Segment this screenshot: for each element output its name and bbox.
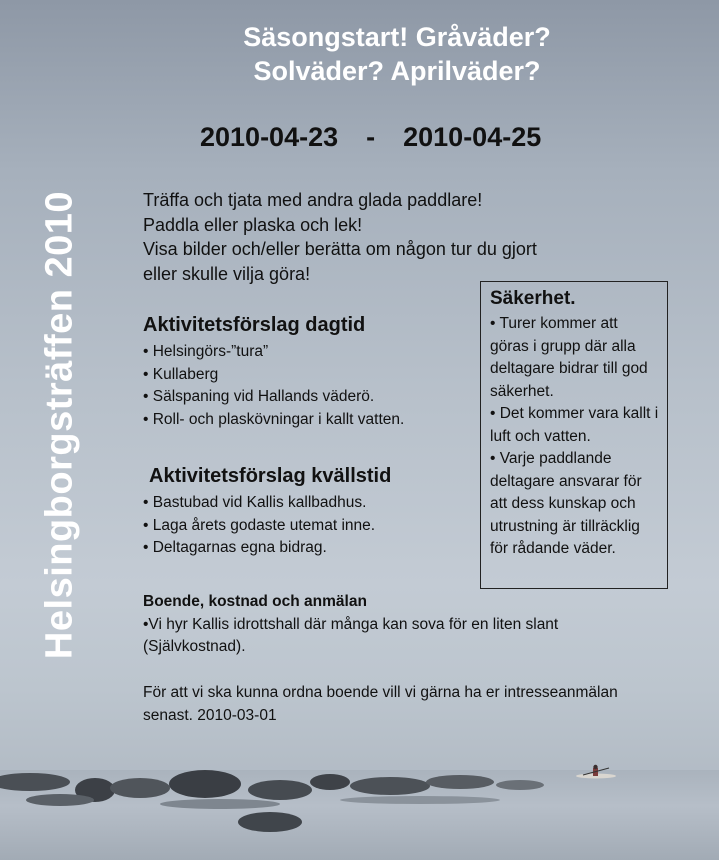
side-title: Helsingborgsträffen 2010	[38, 190, 81, 660]
list-item: • Deltagarnas egna bidrag.	[143, 537, 391, 560]
safety-list	[490, 313, 659, 561]
list-item: • Bastubad vid Kallis kallbadhus.	[143, 492, 391, 515]
day-activities-heading: Aktivitetsförslag dagtid	[143, 314, 366, 336]
headline	[150, 20, 644, 88]
day-activities-list	[143, 341, 404, 431]
date-separator: -	[366, 122, 376, 152]
safety-box	[480, 281, 668, 589]
intro-line: Paddla eller plaska och lek!	[143, 214, 363, 235]
intro-line: eller skulle vilja göra!	[143, 263, 311, 284]
headline-line-2: Solväder? Aprilväder?	[253, 56, 541, 86]
registration-notice: För att vi ska kunna ordna boende vill vi gärna ha er intresseanmälan senast. 2010-03-01	[143, 684, 618, 724]
list-item: • Det kommer vara kallt i luft och vatten.	[490, 403, 659, 448]
list-item: • Sälspaning vid Hallands väderö.	[143, 386, 404, 409]
date-range	[200, 122, 541, 153]
end-date: 2010-04-25	[403, 122, 542, 152]
list-item: • Helsingörs-”tura”	[143, 341, 404, 364]
kayak-icon	[573, 764, 619, 780]
list-item: • Laga årets godaste utemat inne.	[143, 515, 391, 538]
safety-heading: Säkerhet.	[490, 288, 576, 309]
housing-section	[143, 591, 663, 659]
evening-activities-heading: Aktivitetsförslag kvällstid	[149, 465, 392, 487]
intro-text	[143, 188, 537, 286]
list-item: • Roll- och plaskövningar i kallt vatten.	[143, 409, 404, 432]
start-date: 2010-04-23	[200, 122, 339, 152]
intro-line: Visa bilder och/eller berätta om någon tur du gjort	[143, 239, 537, 259]
housing-heading: Boende, kostnad och anmälan	[143, 593, 367, 610]
list-item: • Kullaberg	[143, 364, 404, 387]
housing-text: •Vi hyr Kallis idrottshall där många kan sova för en liten slant (Självkostnad).	[143, 615, 559, 655]
list-item: • Varje paddlande deltagare ansvarar för att dess kunskap och utrustning är tillräcklig för rådande väder.	[490, 448, 659, 561]
day-activities-section	[143, 314, 404, 431]
list-item: • Turer kommer att göras i grupp där alla deltagare bidrar till god säkerhet.	[490, 313, 659, 403]
evening-activities-list	[143, 492, 391, 560]
evening-activities-section	[143, 465, 391, 560]
intro-line: Träffa och tjata med andra glada paddlare!	[143, 190, 483, 210]
headline-line-1: Säsongstart! Gråväder?	[243, 22, 551, 52]
